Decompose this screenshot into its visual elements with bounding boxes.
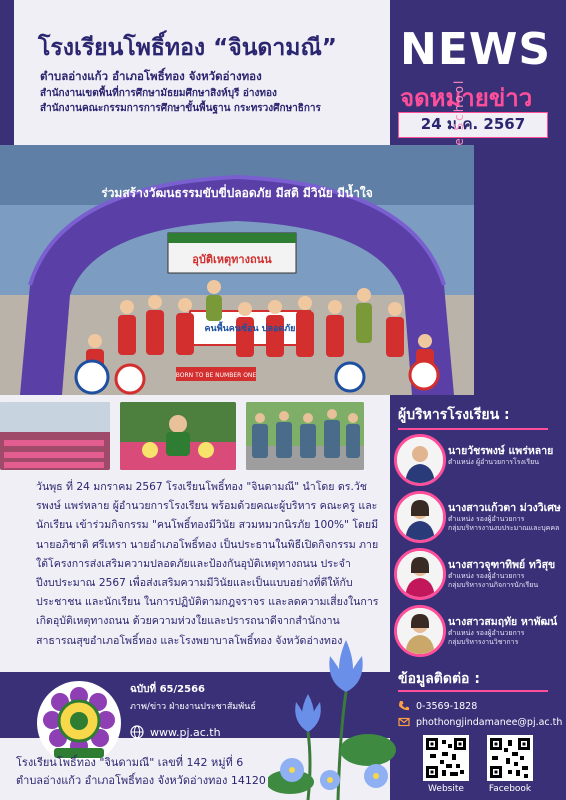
qr-facebook-label: Facebook xyxy=(488,784,532,794)
header-office-area: สำนักงานเขตพื้นที่การศึกษามัธยมศึกษาสิงห์บุรี อ่างทอง xyxy=(40,88,277,99)
event-photo-illustration xyxy=(0,145,474,395)
executive-name: นางสาวจุฑาทิพย์ ทวิสุข xyxy=(448,559,556,571)
phone-icon xyxy=(398,700,410,712)
qr-code-facebook[interactable] xyxy=(487,735,533,781)
news-date: 24 ม.ค. 2567 xyxy=(398,112,548,138)
executive-card xyxy=(390,491,566,543)
executive-avatar xyxy=(394,434,446,486)
contact-phone-row[interactable] xyxy=(398,700,477,712)
qr-code-icon xyxy=(490,738,530,778)
sub-photo-speaker xyxy=(120,402,236,470)
lotus-flowers-illustration xyxy=(268,622,398,800)
executive-avatar xyxy=(394,491,446,543)
issue-number: ฉบับที่ 65/2566 xyxy=(130,684,205,695)
contact-phone[interactable]: 0-3569-1828 xyxy=(416,700,478,712)
executive-card xyxy=(390,434,566,486)
contact-email[interactable]: phothongjindamanee@pj.ac.th xyxy=(416,716,563,728)
contact-heading: ข้อมูลติดต่อ : xyxy=(398,671,480,687)
avatar-person-icon xyxy=(397,437,443,483)
executive-role: ตำแหน่ง ผู้อำนวยการโรงเรียน xyxy=(448,458,539,466)
avatar-person-icon xyxy=(397,494,443,540)
news-title: NEWS xyxy=(400,24,552,75)
avatar-person-icon xyxy=(397,608,443,654)
footer-info xyxy=(130,682,256,739)
executive-name: นางสาวแก้วตา ม่วงวิเศษ xyxy=(448,502,561,514)
arch-slogan: ร่วมสร้างวัฒนธรรมขับขี่ปลอดภัย มีสติ มีวินัย มีน้ำใจ xyxy=(101,186,373,200)
news-subtitle: จดหมายข่าว xyxy=(400,84,533,112)
executive-role: ตำแหน่ง รองผู้อำนวยการ กลุ่มบริหารงานงบประมาณและบุคคล xyxy=(448,515,560,532)
sub-photo-officials xyxy=(246,402,364,470)
qr-code-website[interactable] xyxy=(423,735,469,781)
executive-name: นางสาวสมฤทัย หาพัฒน์ xyxy=(448,616,558,628)
website-row[interactable] xyxy=(130,725,256,739)
sign-text: BORN TO BE NUMBER ONE xyxy=(175,372,257,379)
address-line-1: โรงเรียนโพธิ์ทอง "จินดามณี" เลขที่ 142 หมู่ที่ 6 xyxy=(16,756,244,769)
news-body-paragraph: วันพุธ ที่ 24 มกราคม 2567 โรงเรียนโพธิ์ทอง "จินดามณี" นำโดย ดร.วัชรพงษ์ แพร่หลาย ผู้อำนวยการโรงเรียน พร้อมด้วยคณะผู้บริหาร คณะครู และนักเรียน เข้าร่วมกิจกรรม "คนโพธิ์ทองมีวินัย สวมหมวกนิรภัย 100%" โดยมีนายอภิชาติ ศรีเหรา นายอำเภอโพธิ์ทอง เป็นประธานในพิธีเปิดกิจกรรม ภายใต้โครงการส่งเสริมความปลอดภัยและป้องกันอุบัติเหตุทางถนน ประจำปีงบประมาณ 2567 เพื่อส่งเสริมความมีวินัยและเป็นแบบอย่างที่ดีให้กับประชาชน และนักเรียน ในการปฏิบัติตามกฎจราจร และลดความเสี่ยงในการเกิดอุบัติเหตุทางถนน ด้วยความห่วงใยและปรารถนาดีจากสำนักงานสาธารณสุขอำเภอโพธิ์ทอง และโรงพยาบาลโพธิ์ทอง จังหวัดอ่างทอง xyxy=(36,481,379,647)
executive-card xyxy=(390,605,566,657)
credit-line: ภาพ/ข่าว ฝ่ายงานประชาสัมพันธ์ xyxy=(130,702,256,712)
avatar-person-icon xyxy=(397,551,443,597)
executive-name: นายวัชรพงษ์ แพร่หลาย xyxy=(448,445,554,457)
qr-code-icon xyxy=(426,738,466,778)
sub-photo-2-illustration xyxy=(120,402,236,470)
sub-photo-students-gym xyxy=(0,402,110,470)
contact-divider xyxy=(398,690,548,692)
executive-avatar xyxy=(394,548,446,600)
executive-card xyxy=(390,548,566,600)
school-name: โรงเรียนโพธิ์ทอง “จินดามณี” xyxy=(38,35,337,61)
header-location: ตำบลอ่างแก้ว อำเภอโพธิ์ทอง จังหวัดอ่างทอง xyxy=(40,69,262,83)
board-title: อุบัติเหตุทางถนน xyxy=(192,253,272,266)
executives-heading: ผู้บริหารโรงเรียน : xyxy=(398,407,510,423)
executive-avatar xyxy=(394,605,446,657)
executive-role: ตำแหน่ง รองผู้อำนวยการ กลุ่มบริหารงานวิชาการ xyxy=(448,629,525,646)
banner-slogan: คนพื้นคนซ้อน ปลอดภัย xyxy=(204,324,296,334)
address-line-2: ตำบลอ่างแก้ว อำเภอโพธิ์ทอง จังหวัดอ่างทอง 14120 xyxy=(16,774,266,787)
sub-photo-1-illustration xyxy=(0,402,110,470)
corner-accent-bar xyxy=(0,0,14,145)
email-icon xyxy=(398,716,410,728)
executive-role: ตำแหน่ง รองผู้อำนวยการ กลุ่มบริหารงานกิจการนักเรียน xyxy=(448,572,539,589)
globe-icon xyxy=(130,725,144,739)
website-link[interactable]: www.pj.ac.th xyxy=(150,725,221,739)
qr-website-label: Website xyxy=(428,784,464,794)
sub-photo-3-illustration xyxy=(246,402,364,470)
header-office-basic: สำนักงานคณะกรรมการการศึกษาขั้นพื้นฐาน กระทรวงศึกษาธิการ xyxy=(40,103,321,114)
main-event-photo xyxy=(0,145,474,395)
contact-email-row[interactable] xyxy=(398,716,562,728)
header xyxy=(0,0,390,145)
lotus-decoration xyxy=(268,622,398,800)
executives-divider xyxy=(398,428,548,430)
